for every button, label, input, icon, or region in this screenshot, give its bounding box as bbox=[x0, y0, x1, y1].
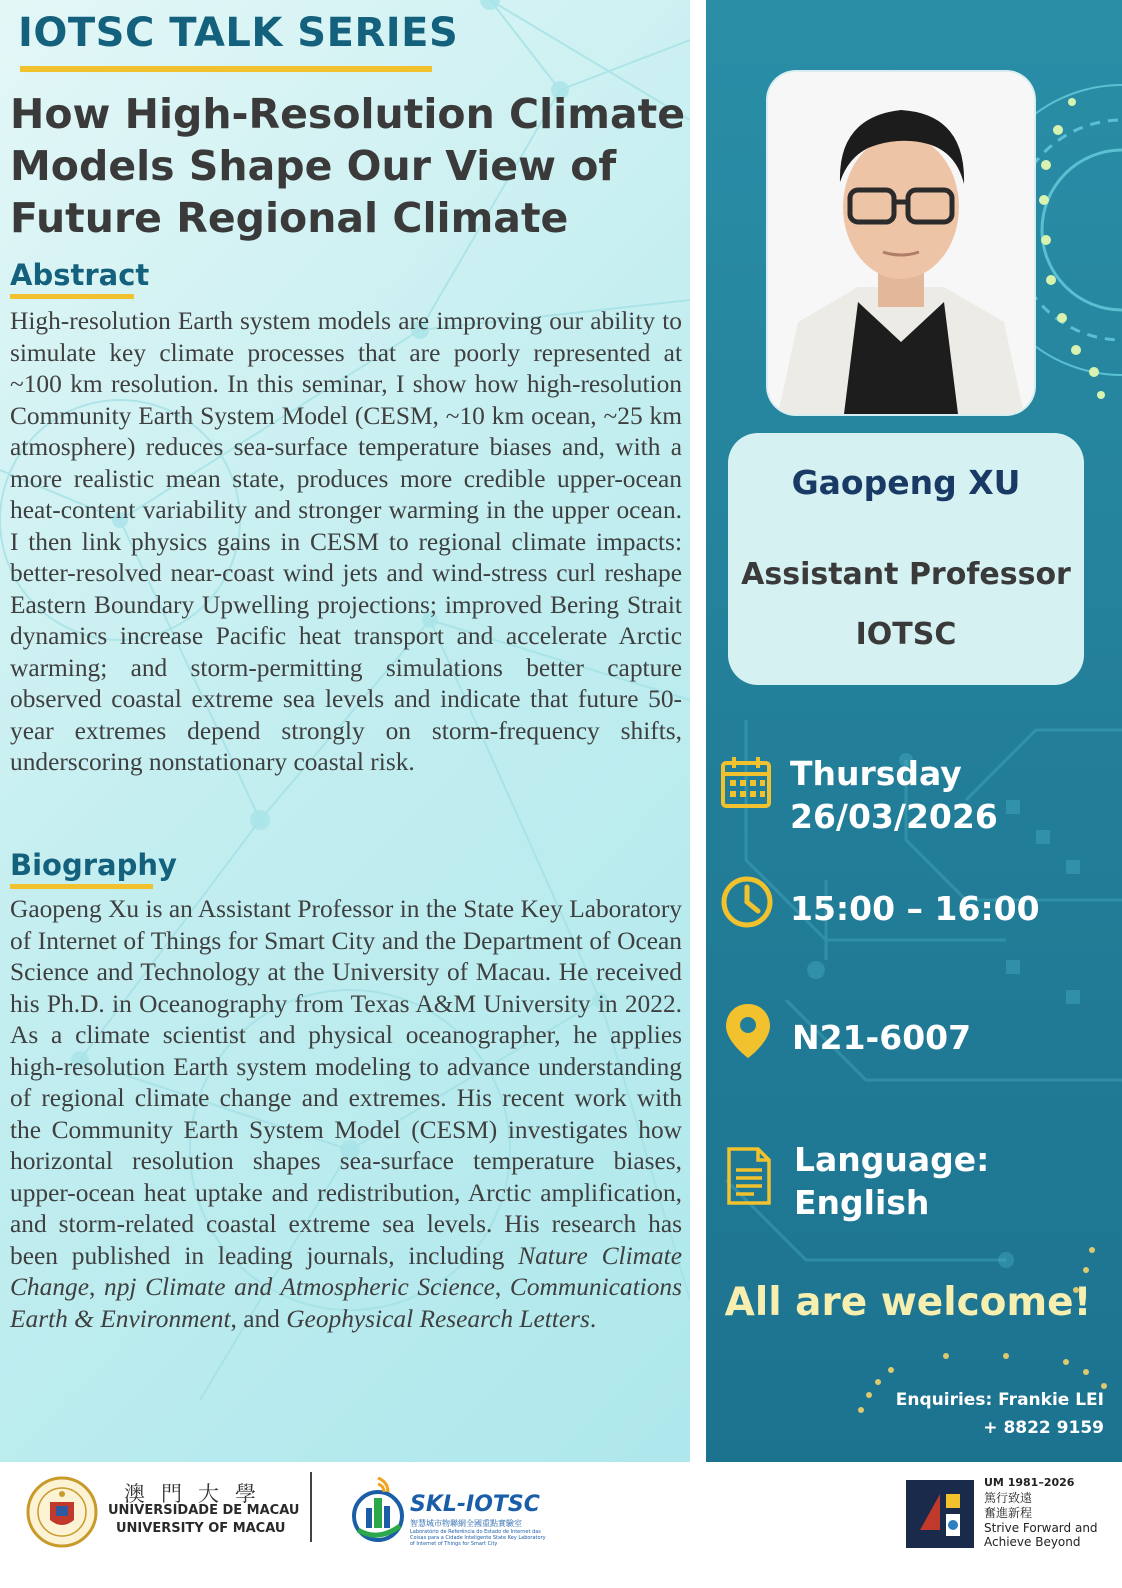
biography-text bbox=[10, 894, 682, 1335]
event-day: Thursday bbox=[790, 754, 962, 793]
footer-logos bbox=[0, 1462, 1122, 1588]
speaker-photo bbox=[768, 72, 1034, 414]
location-pin-icon bbox=[724, 1002, 772, 1060]
journal-name: Nature Climate Change bbox=[10, 1241, 682, 1301]
event-date-value: 26/03/2026 bbox=[790, 797, 998, 836]
series-title: IOTSC TALK SERIES bbox=[18, 10, 459, 56]
calendar-icon bbox=[720, 755, 772, 809]
event-language bbox=[794, 1138, 989, 1224]
journal-name: Communications Earth & Environment bbox=[10, 1273, 682, 1333]
journal-name: npj Climate and Atmospheric Science bbox=[104, 1273, 495, 1301]
motto-line: Strive Forward and bbox=[984, 1521, 1098, 1535]
talk-title-line: Models Shape Our View of bbox=[10, 142, 617, 190]
journal-separator: , bbox=[494, 1273, 510, 1301]
series-underline bbox=[20, 66, 432, 72]
skl-iotsc-logo bbox=[344, 1472, 410, 1542]
enquiries-contact: Enquiries: Frankie LEI bbox=[895, 1390, 1104, 1410]
biography-end: . bbox=[589, 1304, 597, 1333]
anniversary-chinese-motto bbox=[984, 1491, 1074, 1521]
um-chinese-name: 澳門大學 bbox=[124, 1482, 272, 1506]
talk-title bbox=[10, 88, 690, 244]
um-english-name: UNIVERSITY OF MACAU bbox=[116, 1521, 286, 1536]
um-seal-logo bbox=[26, 1476, 98, 1548]
biography-heading: Biography bbox=[10, 848, 177, 882]
motto-line: Achieve Beyond bbox=[984, 1535, 1081, 1549]
motto-line: 奮進新程 bbox=[984, 1506, 1033, 1520]
abstract-heading: Abstract bbox=[10, 258, 150, 292]
speaker-portrait bbox=[768, 72, 1034, 414]
welcome-message: All are welcome! bbox=[724, 1280, 1092, 1325]
skl-chinese-name: 智慧城市物聯網全國重點實驗室 bbox=[410, 1519, 522, 1528]
abstract-text: High-resolution Earth system models are improving our ability to simulate key climate processes that are poorly represented at ~100 km resolution. In this seminar, I show how high-resolution Community Earth System Model (CESM, ~10 km ocean, ~25 km atmosphere) reduces sea-surface temperature biases and, with a more realistic mean state, produces more credible upper-ocean heat-content variability and stronger warming in the upper ocean. I then link physics gains in CESM to regional climate impacts: better-resolved near-coast wind jets and wind-stress curl reshape Eastern Boundary Upwelling projections; improved Bering Strait dynamics increase Pacific heat transport and accelerate Arctic warming; and storm-permitting simulations better capture observed coastal extreme sea levels and indicate that future 50-year extremes depend strongly on storm-frequency shifts, underscoring nonstationary coastal risk. bbox=[10, 307, 682, 776]
journal-name: Geophysical Research Letters bbox=[286, 1304, 590, 1333]
speaker-role: Assistant Professor bbox=[741, 557, 1071, 592]
event-date bbox=[790, 752, 998, 838]
talk-title-line: Future Regional Climate bbox=[10, 194, 569, 242]
abstract-underline bbox=[10, 294, 134, 299]
enquiries-phone: + 8822 9159 bbox=[983, 1418, 1104, 1438]
anniversary-english-motto bbox=[984, 1521, 1114, 1549]
talk-title-line: How High-Resolution Climate bbox=[10, 90, 686, 138]
event-venue: N21-6007 bbox=[792, 1018, 972, 1057]
speaker-organization: IOTSC bbox=[855, 617, 957, 652]
biography-body: Gaopeng Xu is an Assistant Professor in the State Key Laboratory of Internet of Things for Smart City and the Department of Ocean Science and Technology at the University of Macau. He received his Ph.D. in Oceanography from Texas A&M University in 2022. As a climate scientist and physical oceanographer, he applies high-resolution Earth system modeling to advance understanding of regional climate change and extremes. His recent work with the Community Earth System Model (CESM) investigates how horizontal resolution shapes sea-surface temperature biases, upper-ocean heat uptake and redistribution, Arctic amplification, and storm-related coastal extreme sea levels. His research has been published in leading journals, including bbox=[10, 895, 682, 1270]
skl-full-name: Laboratório de Referência do Estado de Internet das Coisas para a Cidade Inteligente State Key Laboratory of Internet of Things for Smart City bbox=[410, 1529, 546, 1547]
logo-divider bbox=[310, 1472, 312, 1542]
um-portuguese-name: UNIVERSIDADE DE MACAU bbox=[108, 1503, 300, 1518]
um-anniversary-logo bbox=[906, 1480, 974, 1548]
document-icon bbox=[726, 1146, 772, 1206]
journal-separator: , and bbox=[230, 1304, 287, 1333]
speaker-name: Gaopeng XU bbox=[791, 463, 1021, 502]
anniversary-years: UM 1981–2026 bbox=[984, 1476, 1075, 1489]
biography-underline bbox=[10, 884, 153, 889]
motto-line: 篤行致遠 bbox=[984, 1491, 1033, 1505]
skl-iotsc-name: SKL-IOTSC bbox=[410, 1492, 540, 1517]
speaker-card bbox=[728, 433, 1084, 685]
clock-icon bbox=[720, 875, 774, 929]
language-label: Language: bbox=[794, 1140, 990, 1179]
journal-separator: , bbox=[89, 1273, 104, 1301]
event-time: 15:00 – 16:00 bbox=[790, 889, 1040, 928]
right-panel bbox=[706, 0, 1122, 1462]
language-value: English bbox=[794, 1183, 930, 1222]
